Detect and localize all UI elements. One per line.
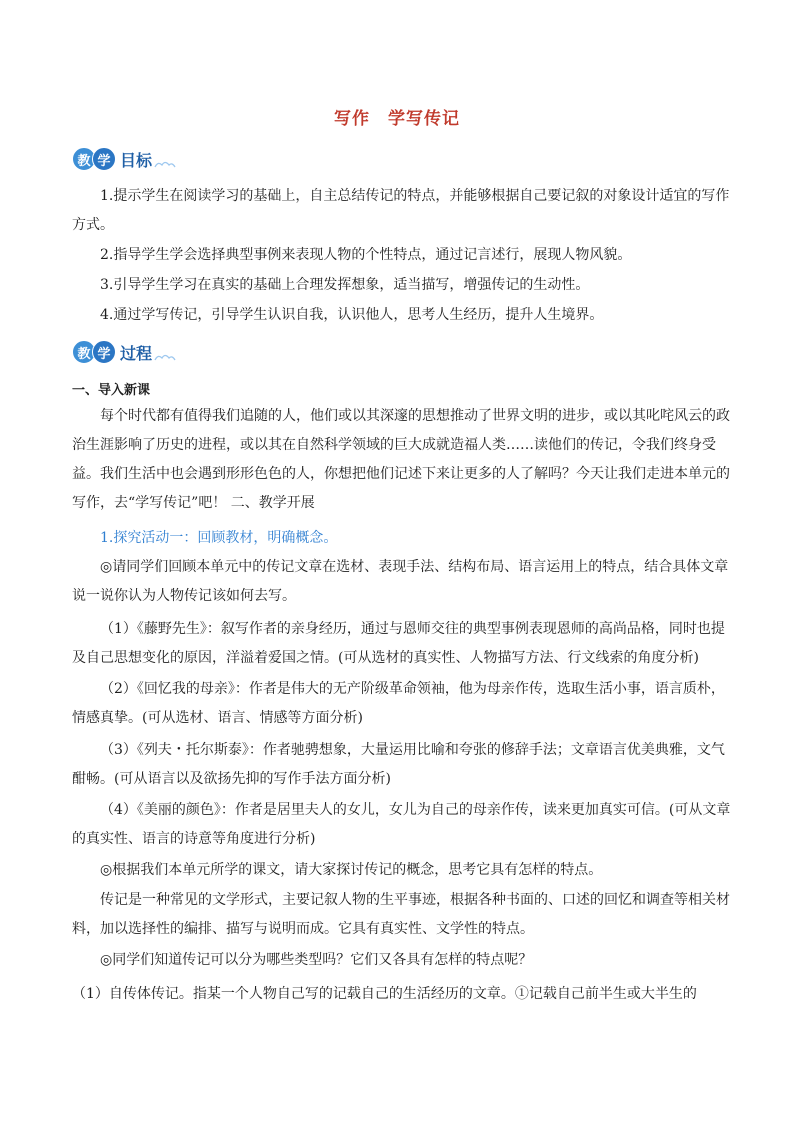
type-1-paragraph: （1）自传体传记。指某一个人物自己写的记载自己的生活经历的文章。①记载自己前半生或大半生的 <box>72 986 697 1002</box>
goal-item-1: 1.提示学生在阅读学习的基础上，自主总结传记的特点，并能够根据自己要记叙的对象设计适宜的写作方式。 <box>72 188 730 233</box>
badge-char-2: 学 <box>92 340 116 364</box>
section-heading-goals <box>72 144 176 174</box>
section-badge <box>72 340 112 364</box>
section-badge <box>72 147 112 171</box>
question-1: ◎请同学们回顾本单元中的传记文章在选材、表现手法、结构布局、语言运用上的特点，结合具体文章说一说你认为人物传记该如何去写。 <box>72 559 729 604</box>
example-3: （3）《列夫・托尔斯泰》：作者驰骋想象，大量运用比喻和夸张的修辞手法；文章语言优美典雅，文气酣畅。(可从语言以及欲扬先抑的写作手法方面分析) <box>72 742 725 787</box>
intro-paragraph: 每个时代都有值得我们追随的人，他们或以其深邃的思想推动了世界文明的进步，或以其叱咤风云的政治生涯影响了历史的进程，或以其在自然科学领域的巨大成就造福人类……读他们的传记，令我们终身受益。我们生活中也会遇到形形色色的人，你想把他们记述下来让更多的人了解吗？今天让我们走进本单元的写作，去“学写传记”吧！ 二、教学开展 <box>72 408 730 511</box>
definition-paragraph: 传记是一种常见的文学形式，主要记叙人物的生平事迹，根据各种书面的、口述的回忆和调查等相关材料，加以选择性的编排、描写与说明而成。它具有真实性、文学性的特点。 <box>72 892 730 937</box>
section-heading-process <box>72 337 176 367</box>
activity-title: 1.探究活动一：回顾教材，明确概念。 <box>100 530 338 546</box>
page-title: 写作 学写传记 <box>334 109 460 129</box>
question-2: ◎根据我们本单元所学的课文，请大家探讨传记的概念，思考它具有怎样的特点。 <box>100 862 603 878</box>
goal-item-3: 3.引导学生学习在真实的基础上合理发挥想象，适当描写，增强传记的生动性。 <box>100 277 590 293</box>
example-4: （4）《美丽的颜色》：作者是居里夫人的女儿，女儿为自己的母亲作传，读来更加真实可信。(可从文章的真实性、语言的诗意等角度进行分析) <box>72 802 731 847</box>
badge-char-1: 教 <box>72 147 96 171</box>
question-3: ◎同学们知道传记可以分为哪些类型吗？它们又各具有怎样的特点呢？ <box>100 952 533 968</box>
part-title-intro: 一、导入新课 <box>72 383 151 398</box>
section-heading-label: 过程 <box>120 343 153 363</box>
example-2: （2）《回忆我的母亲》：作者是伟大的无产阶级革命领袖，他为母亲作传，选取生活小事，语言质朴，情感真挚。(可从选材、语言、情感等方面分析) <box>72 681 725 726</box>
example-1: （1）《藤野先生》：叙写作者的亲身经历，通过与恩师交往的典型事例表现恩师的高尚品格，同时也提及自己思想变化的原因，洋溢着爱国之情。(可从选材的真实性、人物描写方法、行文线索的角度分析) <box>72 621 725 666</box>
badge-char-2: 学 <box>92 147 116 171</box>
cloud-decoration-icon <box>154 352 176 362</box>
goal-item-2: 2.指导学生学会选择典型事例来表现人物的个性特点，通过记言述行，展现人物风貌。 <box>100 247 632 263</box>
goal-item-4: 4.通过学写传记，引导学生认识自我，认识他人，思考人生经历，提升人生境界。 <box>100 307 604 323</box>
section-heading-label: 目标 <box>120 150 153 170</box>
cloud-decoration-icon <box>154 159 176 169</box>
badge-char-1: 教 <box>72 340 96 364</box>
